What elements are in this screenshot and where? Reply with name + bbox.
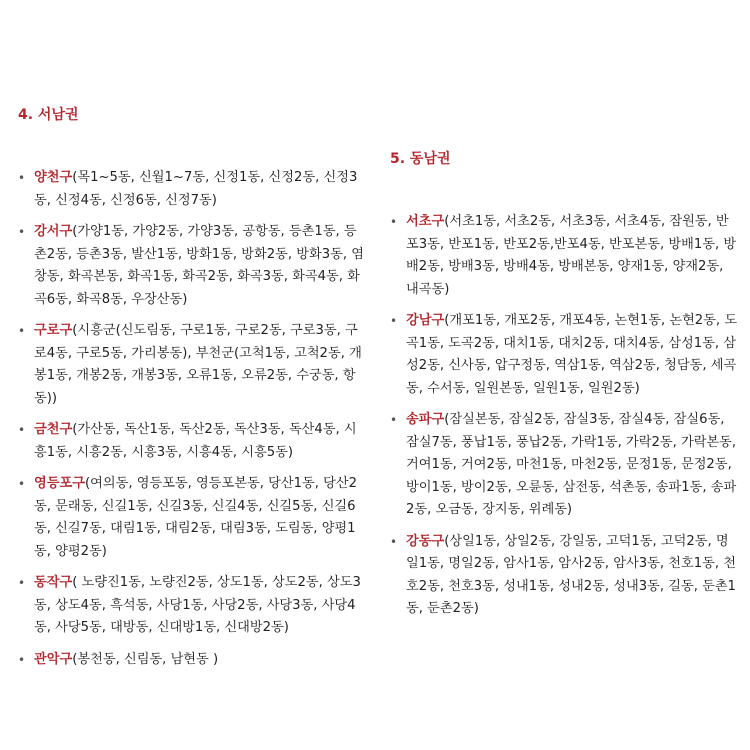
dong-list: (가양1동, 가양2동, 가양3동, 공항동, 등촌1동, 등촌2동, 등촌3동, 발산1동, 방화1동, 방화2동, 방화3동, 염창동, 화곡본동, 화곡1동, 화곡2동, 화곡3동, 화곡4동, 화곡6동, 화곡8동, 우장산동): [34, 224, 364, 307]
bullet-icon: •: [390, 314, 398, 328]
bullet-icon: •: [390, 215, 398, 229]
dong-list: (상일1동, 상일2동, 강일동, 고덕1동, 고덕2동, 명일1동, 명일2동, 암사1동, 암사2동, 암사3동, 천호1동, 천호2동, 천호3동, 성내1동, 성내2동, 성내3동, 길동, 둔촌1동, 둔촌2동): [406, 533, 736, 616]
district-item-gangseo: [18, 221, 368, 311]
bullet-icon: •: [18, 423, 26, 437]
dong-list: (개포1동, 개포2동, 개포4동, 논현1동, 논현2동, 도곡1동, 도곡2동, 대치1동, 대치2동, 대치4동, 삼성1동, 삼성2동, 신사동, 압구정동, 역삼1동, 역삼2동, 청담동, 세곡동, 수서동, 일원본동, 일원1동, 일원2동): [406, 313, 738, 396]
bullet-icon: •: [18, 324, 26, 338]
district-item-gangdong: [390, 531, 740, 621]
district-name: 송파구: [406, 412, 445, 427]
dong-list: (잠실본동, 잠실2동, 잠실3동, 잠실4동, 잠실6동, 잠실7동, 풍납1동, 풍납2동, 가락1동, 가락2동, 가락본동, 거여1동, 거여2동, 마천1동, 마천2동, 문정1동, 문정2동, 방이1동, 방이2동, 오륜동, 삼전동, 석촌동, 송파1동, 송파2동, 오금동, 장지동, 위례동): [406, 412, 737, 517]
district-item-geumcheon: [18, 419, 368, 464]
dong-list: (시흥군(신도림동, 구로1동, 구로2동, 구로3동, 구로4동, 구로5동, 가리봉동), 부천군(고척1동, 고척2동, 개봉1동, 개봉2동, 개봉3동, 오류1동, 오류2동, 수궁동, 항동)): [34, 323, 362, 406]
district-item-dongjak: [18, 572, 368, 640]
district-name: 영등포구: [34, 476, 85, 491]
dong-list: ( 노량진1동, 노량진2동, 상도1동, 상도2동, 상도3동, 상도4동, 흑석동, 사당1동, 사당2동, 사당3동, 사당4동, 사당5동, 대방동, 신대방1동, 신대방2동): [34, 575, 361, 635]
bullet-icon: •: [18, 225, 26, 239]
district-name: 강서구: [34, 224, 73, 239]
dong-list: (가산동, 독산1동, 독산2동, 독산3동, 독산4동, 시흥1동, 시흥2동, 시흥3동, 시흥4동, 시흥5동): [34, 422, 357, 460]
bullet-icon: •: [18, 171, 26, 185]
region-southwest: [18, 104, 368, 680]
dong-list: (목1~5동, 신월1~7동, 신정1동, 신정2동, 신정3동, 신정4동, 신정6동, 신정7동): [34, 170, 358, 208]
region-title: 5. 동남권: [390, 151, 451, 167]
district-name: 동작구: [34, 575, 73, 590]
region-title: 4. 서남권: [18, 107, 79, 123]
district-item-guro: [18, 320, 368, 410]
bullet-icon: •: [18, 576, 26, 590]
district-item-gwanak: [18, 649, 368, 672]
district-list: [18, 167, 368, 671]
district-name: 양천구: [34, 170, 73, 185]
district-item-yangcheon: [18, 167, 368, 212]
district-name: 강동구: [406, 533, 445, 549]
region-southeast: [390, 148, 740, 630]
district-name: 구로구: [34, 323, 73, 338]
district-item-gangnam: [390, 310, 740, 400]
district-name: 서초구: [406, 214, 445, 229]
district-item-seocho: [390, 211, 740, 301]
bullet-icon: •: [390, 413, 398, 427]
bullet-icon: •: [18, 477, 26, 491]
bullet-icon: •: [18, 652, 26, 667]
bullet-icon: •: [390, 534, 398, 549]
district-list: [390, 211, 740, 621]
district-item-yeongdeungpo: [18, 473, 368, 563]
district-name: 강남구: [406, 313, 445, 328]
district-name: 금천구: [34, 422, 73, 437]
dong-list: (여의동, 영등포동, 영등포본동, 당산1동, 당산2동, 문래동, 신길1동, 신길3동, 신길4동, 신길5동, 신길6동, 신길7동, 대림1동, 대림2동, 대림3동, 도림동, 양평1동, 양평2동): [34, 476, 357, 559]
dong-list: (봉천동, 신림동, 남현동 ): [72, 651, 219, 667]
dong-list: (서초1동, 서초2동, 서초3동, 서초4동, 잠원동, 반포3동, 반포1동, 반포2동,반포4동, 반포본동, 방배1동, 방배2동, 방배3동, 방배4동, 방배본동, 양재1동, 양재2동, 내곡동): [406, 214, 737, 297]
district-item-songpa: [390, 409, 740, 522]
district-name: 관악구: [34, 651, 73, 667]
